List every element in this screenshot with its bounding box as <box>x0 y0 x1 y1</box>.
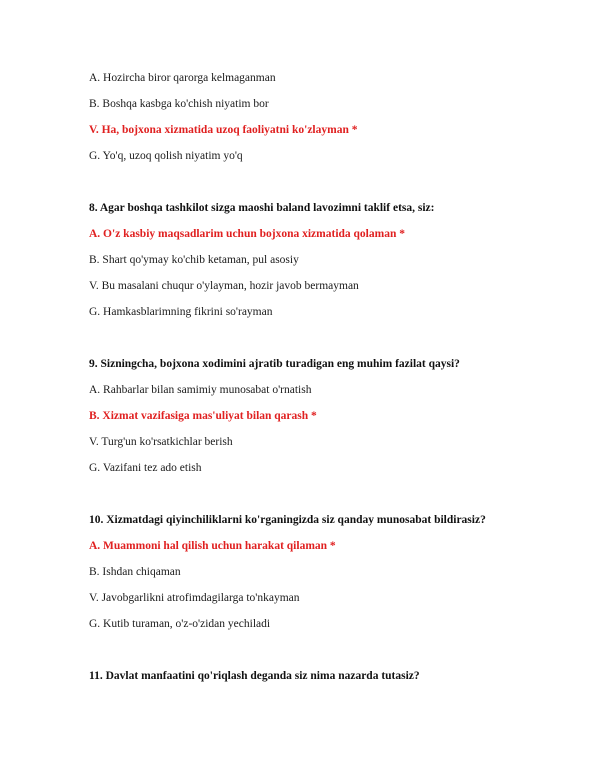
question-heading: 11. Davlat manfaatini qo'riqlash deganda siz nima nazarda tutasiz? <box>89 670 420 682</box>
answer-option: B. Shart qo'ymay ko'chib ketaman, pul asosiy <box>89 254 299 266</box>
answer-option: G. Kutib turaman, o'z-o'zidan yechiladi <box>89 618 271 630</box>
question-heading: 9. Sizningcha, bojxona xodimini ajratib turadigan eng muhim fazilat qaysi? <box>89 358 460 370</box>
answer-option: G. Vazifani tez ado etish <box>89 462 202 474</box>
correct-answer-option: B. Xizmat vazifasiga mas'uliyat bilan qarash * <box>89 410 317 422</box>
answer-option: V. Javobgarlikni atrofimdagilarga to'nkayman <box>89 592 300 604</box>
correct-answer-option: V. Ha, bojxona xizmatida uzoq faoliyatni ko'zlayman * <box>89 124 358 136</box>
correct-answer-option: A. Muammoni hal qilish uchun harakat qilaman * <box>89 540 336 552</box>
answer-option: V. Turg'un ko'rsatkichlar berish <box>89 436 233 448</box>
answer-option: G. Yo'q, uzoq qolish niyatim yo'q <box>89 150 243 162</box>
question-heading: 10. Xizmatdagi qiyinchiliklarni ko'rganingizda siz qanday munosabat bildirasiz? <box>89 514 486 526</box>
answer-option: B. Boshqa kasbga ko'chish niyatim bor <box>89 98 269 110</box>
question-heading: 8. Agar boshqa tashkilot sizga maoshi baland lavozimni taklif etsa, siz: <box>89 202 435 214</box>
answer-option: A. Rahbarlar bilan samimiy munosabat o'rnatish <box>89 384 312 396</box>
answer-option: A. Hozircha biror qarorga kelmaganman <box>89 72 276 84</box>
answer-option: G. Hamkasblarimning fikrini so'rayman <box>89 306 273 318</box>
answer-option: B. Ishdan chiqaman <box>89 566 181 578</box>
answer-option: V. Bu masalani chuqur o'ylayman, hozir javob bermayman <box>89 280 359 292</box>
correct-answer-option: A. O'z kasbiy maqsadlarim uchun bojxona xizmatida qolaman * <box>89 228 405 240</box>
